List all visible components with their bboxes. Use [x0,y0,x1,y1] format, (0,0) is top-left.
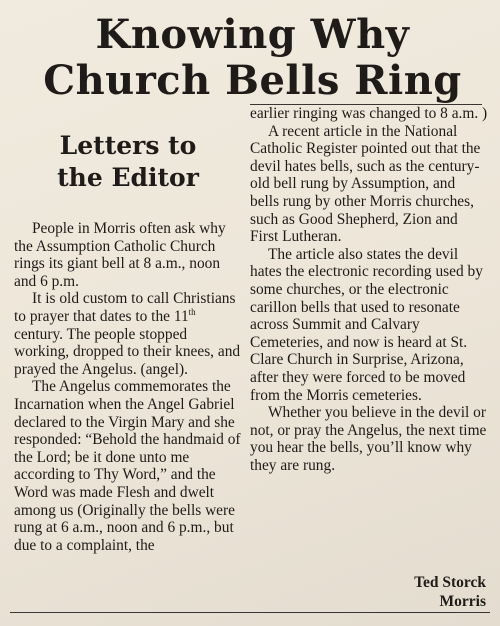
paragraph-1: People in Morris often ask why the Assumption Catholic Church rings its giant bell at 8 a.m., noon and 6 p.m. [14,220,226,290]
paragraph-2-text-b: century. The people stopped working, dropped to their knees, and prayed the Angelus. (angel). [14,325,241,378]
paragraph-6: Whether you believe in the devil or not, or pray the Angelus, the next time you hear the bells, you’ll know why they are rung. [250,404,487,474]
section-title [14,130,242,194]
section-title-line-1: Letters to [59,131,197,160]
author-name: Ted Storck [414,574,486,591]
headline-line-2: Church Bells Ring [43,57,462,104]
signature-block [414,573,486,611]
headline [20,12,485,104]
author-location: Morris [439,593,486,610]
headline-line-1: Knowing Why [95,11,410,58]
bottom-divider [10,612,490,613]
left-column [14,118,242,554]
paragraph-5: The article also states the devil hates the electronic recording used by some churches, or the electronic carillon bells that used to resonate across Summit and Calvary Cemeteries, and now is heard at St. Clare Church in Surprise, Arizona, after they were forced to be moved from the Morris cemeteries. [250,245,483,404]
paragraph-4: A recent article in the National Catholic Register pointed out that the devil hates bells, such as the century-old bell rung by Assumption, and bells rung by other Morris churches, such as Good Shepherd, Zion and First Lutheran. [250,122,481,246]
section-title-line-2: the Editor [57,163,199,192]
right-column [250,105,488,474]
paragraph-3-continued: earlier ringing was changed to 8 a.m. ) [250,105,488,122]
paragraph-3: The Angelus commemorates the Incarnation when the Angel Gabriel declared to the Virgin Mary and she responded: “Behold the handmaid of the Lord; be it done unto me according to Thy Word,” and the Word was made Flesh and dwelt among us (Originally the bells were rung at 6 a.m., noon and 6 p.m., but due to a complaint, the [14,378,241,554]
superscript-th: th [188,306,196,317]
paragraph-2-text-a: It is old custom to call Christians to prayer that dates to the 11 [14,290,236,325]
paragraph-2 [14,290,242,378]
